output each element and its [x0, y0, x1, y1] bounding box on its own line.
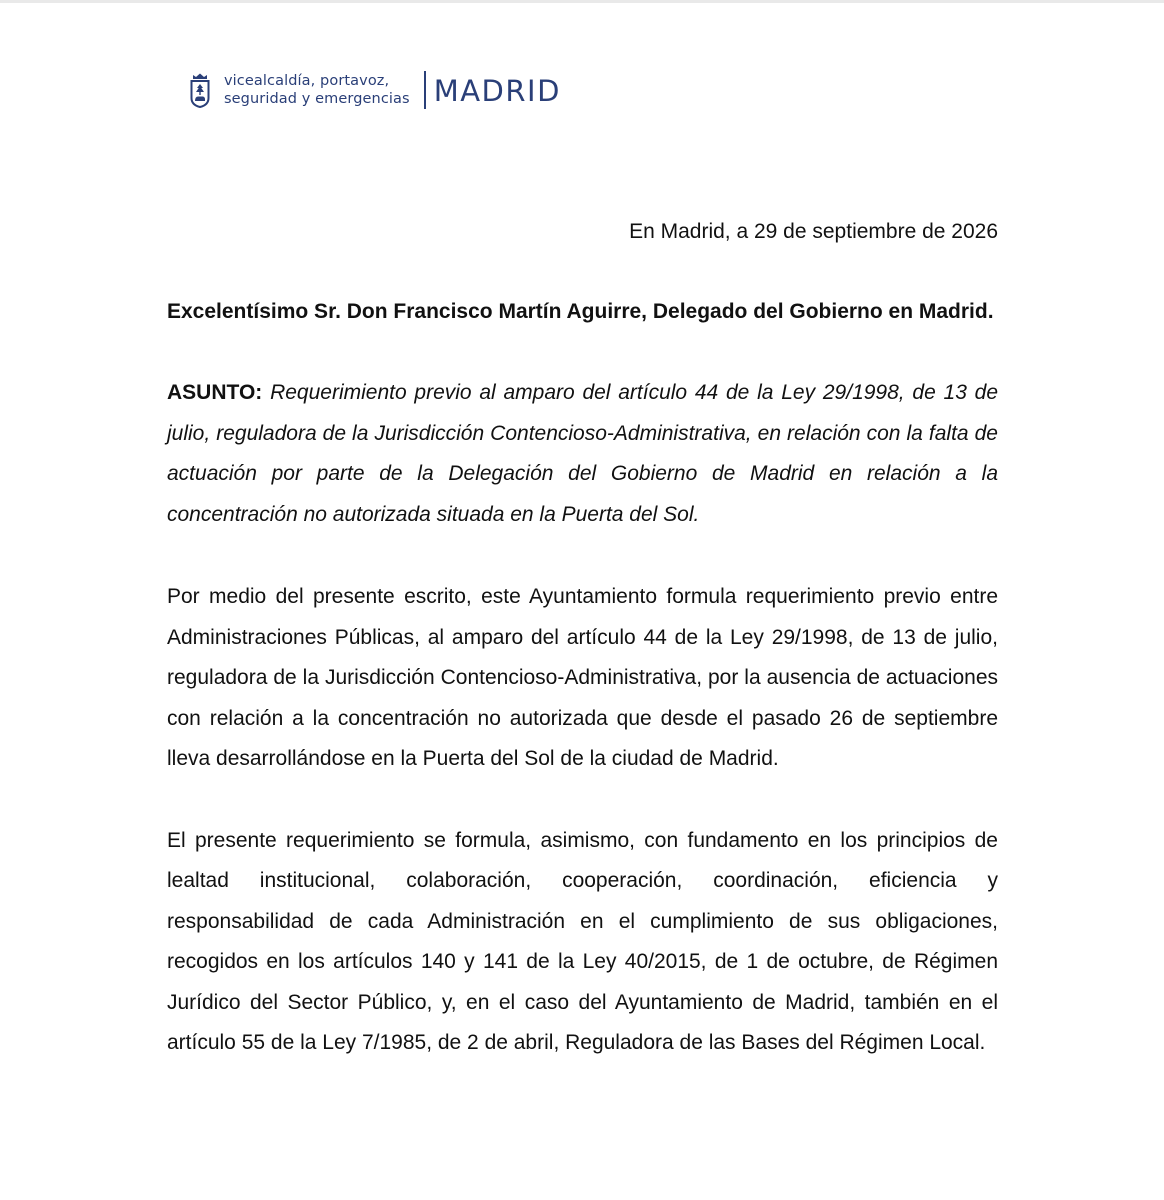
letterhead	[190, 70, 561, 110]
subject-text: Requerimiento previo al amparo del artículo 44 de la Ley 29/1998, de 13 de julio, reguladora de la Jurisdicción Contencioso-Administrativa, en relación con la falta de actuación por parte de la Delegación del Gobierno de Madrid en relación a la concentración no autorizada situada en la Puerta del Sol.	[167, 381, 998, 526]
city-name: MADRID	[433, 73, 561, 108]
department-name	[224, 72, 410, 108]
subject	[167, 373, 998, 535]
body-paragraph-2: El presente requerimiento se formula, asimismo, con fundamento en los principios de lealtad institucional, colaboración, cooperación, coordinación, eficiencia y responsabilidad de cada Administración en el cumplimiento de sus obligaciones, recogidos en los artículos 140 y 141 de la Ley 40/2015, de 1 de octubre, de Régimen Jurídico del Sector Público, y, en el caso del Ayuntamiento de Madrid, también en el artículo 55 de la Ley 7/1985, de 2 de abril, Reguladora de las Bases del Régimen Local.	[167, 828, 998, 1054]
letter-body	[167, 212, 998, 1064]
recipient: Excelentísimo Sr. Don Francisco Martín Aguirre, Delegado del Gobierno en Madrid.	[167, 299, 994, 323]
letterhead-divider	[424, 71, 426, 109]
page-top-border	[0, 0, 1164, 3]
department-line-1: vicealcaldía, portavoz,	[224, 73, 390, 89]
body-paragraph-1: Por medio del presente escrito, este Ayuntamiento formula requerimiento previo entre Administraciones Públicas, al amparo del artículo 44 de la Ley 29/1998, de 13 de julio, reguladora de la Jurisdicción Contencioso-Administrativa, por la ausencia de actuaciones con relación a la concentración no autorizada que desde el pasado 26 de septiembre lleva desarrollándose en la Puerta del Sol de la ciudad de Madrid.	[167, 585, 998, 770]
subject-label: ASUNTO:	[167, 381, 263, 404]
department-line-2: seguridad y emergencias	[224, 91, 410, 107]
madrid-coat-of-arms-icon	[190, 72, 210, 108]
letter-date: En Madrid, a 29 de septiembre de 2026	[629, 220, 998, 243]
